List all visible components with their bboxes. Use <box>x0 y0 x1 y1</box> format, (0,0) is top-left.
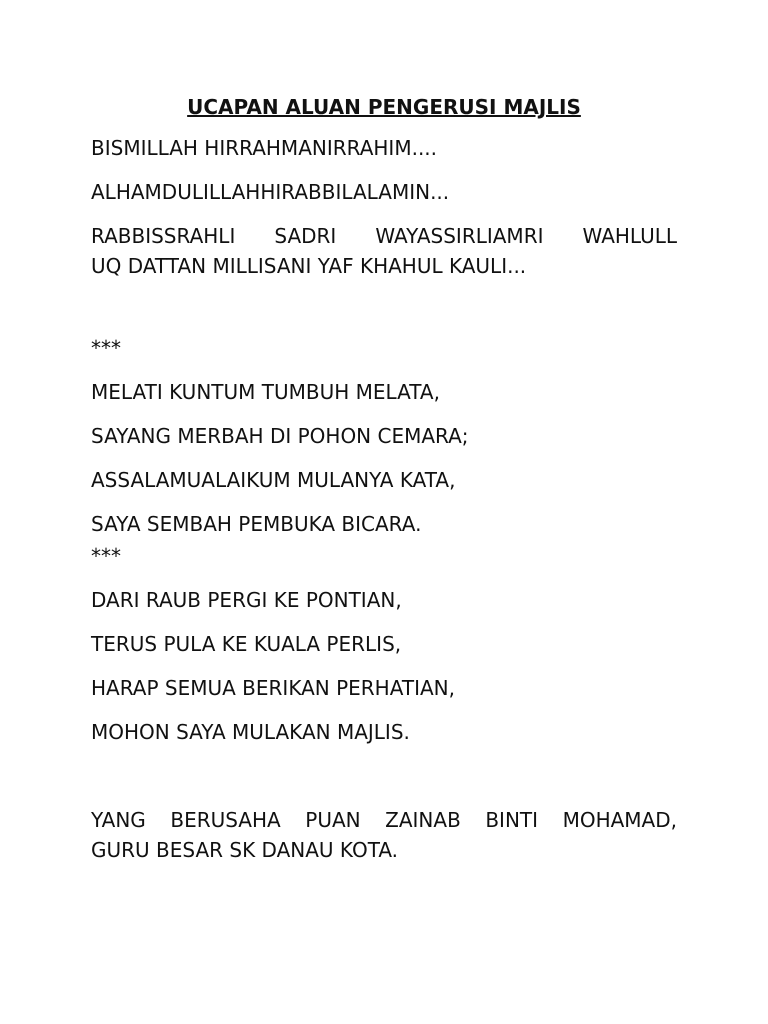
pantun-2-line-2: TERUS PULA KE KUALA PERLIS, <box>91 632 402 656</box>
pantun-2-line-1: DARI RAUB PERGI KE PONTIAN, <box>91 588 402 612</box>
closing-line-1: YANG BERUSAHA PUAN ZAINAB BINTI MOHAMAD, <box>91 808 677 832</box>
separator-2: *** <box>91 544 121 568</box>
pantun-2-line-4: MOHON SAYA MULAKAN MAJLIS. <box>91 720 410 744</box>
opening-line-2: ALHAMDULILLAHHIRABBILALAMIN... <box>91 180 450 204</box>
opening-line-1: BISMILLAH HIRRAHMANIRRAHIM.... <box>91 136 438 160</box>
pantun-1-line-1: MELATI KUNTUM TUMBUH MELATA, <box>91 380 440 404</box>
opening-line-3: RABBISSRAHLI SADRI WAYASSIRLIAMRI WAHLULL <box>91 224 677 248</box>
closing-line-2: GURU BESAR SK DANAU KOTA. <box>91 838 399 862</box>
pantun-1-line-4: SAYA SEMBAH PEMBUKA BICARA. <box>91 512 422 536</box>
pantun-1-line-2: SAYANG MERBAH DI POHON CEMARA; <box>91 424 469 448</box>
pantun-1-line-3: ASSALAMUALAIKUM MULANYA KATA, <box>91 468 456 492</box>
document-page <box>91 93 677 865</box>
separator-1: *** <box>91 336 121 360</box>
pantun-2-line-3: HARAP SEMUA BERIKAN PERHATIAN, <box>91 676 455 700</box>
opening-line-4: UQ DATTAN MILLISANI YAF KHAHUL KAULI... <box>91 254 527 278</box>
document-title: UCAPAN ALUAN PENGERUSI MAJLIS <box>187 95 581 119</box>
